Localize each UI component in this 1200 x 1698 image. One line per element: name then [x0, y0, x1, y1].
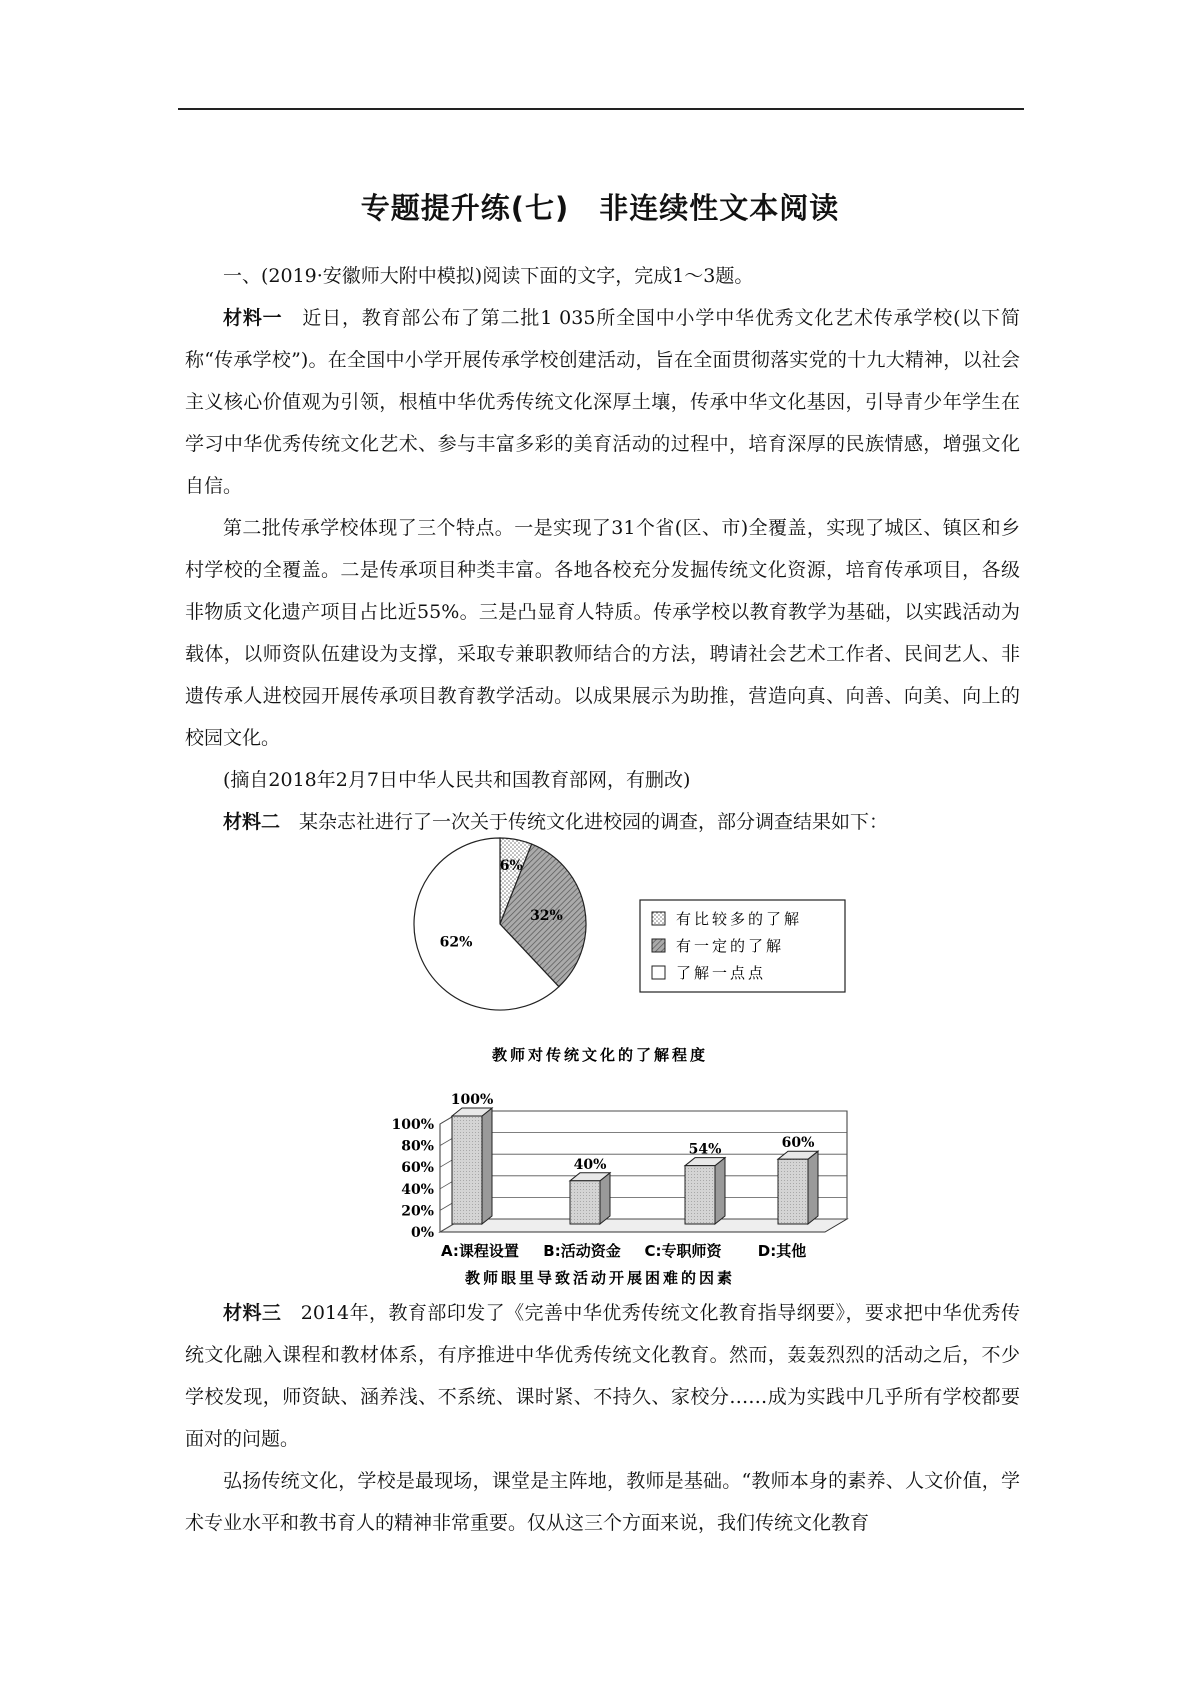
material-1-source: (摘自2018年2月7日中华人民共和国教育部网，有删改) [223, 769, 691, 791]
bar-ytick-4: 20% [401, 1203, 434, 1220]
bar-3 [685, 1166, 715, 1224]
bar-category-label-4: D:其他 [757, 1242, 807, 1260]
material-1-paragraph-2: 第二批传承学校体现了三个特点。一是实现了31个省(区、市)全覆盖，实现了城区、镇区和乡村学校的全覆盖。二是传承项目种类丰富。各地各校充分发掘传统文化资源，培育传承项目，各级非物质文化遗产项目占比近55%。三是凸显育人特质。传承学校以教育教学为基础，以实践活动为载体，以师资队伍建设为支撑，采取专兼职教师结合的方法，聘请社会艺术工作者、民间艺人、非遗传承人进校园开展传承项目教育教学活动。以成果展示为助推，营造向真、向善、向美、向上的校园文化。 [185, 517, 1020, 749]
bar-value-label-2: 40% [573, 1156, 607, 1173]
material-3-text-1: 2014年，教育部印发了《完善中华优秀传统文化教育指导纲要》，要求把中华优秀传统文化融入课程和教材体系，有序推进中华优秀传统文化教育。然而，轰轰烈烈的活动之后，不少学校发现，师资缺、涵养浅、不系统、课时紧、不持久、家校分……成为实践中几乎所有学校都要面对的问题。 [185, 1302, 1020, 1450]
bar-ytick-2: 60% [401, 1160, 434, 1177]
bar-value-label-3: 54% [688, 1141, 722, 1158]
pie-slice-label-2: 32% [530, 908, 563, 925]
material-1-label: 材料一 [223, 307, 283, 329]
bar-1 [452, 1116, 482, 1224]
legend-swatch-2 [652, 939, 665, 952]
bar-side-4 [808, 1151, 818, 1224]
material-1-text-1: 近日，教育部公布了第二批1 035所全国中小学中华优秀文化艺术传承学校(以下简称“传承学校”)。在全国中小学开展传承学校创建活动，旨在全面贯彻落实党的十九大精神，以社会主义核心价值观为引领，根植中华优秀传统文化深厚土壤，传承中华文化基因，引导青少年学生在学习中华优秀传统文化艺术、参与丰富多彩的美育活动的过程中，培育深厚的民族情感，增强文化自信。 [185, 307, 1020, 497]
bar-side-3 [715, 1158, 725, 1224]
bar-2 [570, 1181, 600, 1224]
bar-value-label-4: 60% [781, 1135, 815, 1152]
bar-value-label-1: 100% [450, 1092, 494, 1108]
reading-block-2 [185, 1292, 1020, 1544]
material-2-text: 某杂志社进行了一次关于传统文化进校园的调查，部分调查结果如下： [299, 811, 889, 833]
legend-label-1: 有比较多的了解 [676, 910, 803, 928]
material-3-paragraph-1 [185, 1292, 1020, 1460]
pie-legend [640, 900, 845, 992]
bar-ytick-0: 100% [391, 1117, 434, 1133]
material-2-label: 材料二 [223, 811, 281, 833]
bar-category-label-3: C:专职师资 [644, 1242, 722, 1260]
pie-chart-title: 教师对传统文化的了解程度 [491, 1046, 709, 1064]
bar-ytick-5: 0% [410, 1225, 434, 1241]
bar-side-2 [600, 1173, 610, 1224]
legend-label-2: 有一定的了解 [676, 937, 785, 955]
bar-category-label-2: B:活动资金 [543, 1242, 621, 1260]
bar-ytick-3: 40% [401, 1181, 434, 1198]
bar-chart [391, 1092, 847, 1260]
bar-category-label-1: A:课程设置 [441, 1242, 519, 1260]
pie-slice-label-3: 62% [439, 934, 473, 951]
intro-line: 一、(2019·安徽师大附中模拟)阅读下面的文字，完成1～3题。 [223, 265, 754, 287]
bar-chart-title: 教师眼里导致活动开展困难的因素 [464, 1269, 736, 1287]
bar-4 [778, 1159, 808, 1224]
legend-swatch-1 [652, 912, 665, 925]
bar-side-1 [482, 1108, 492, 1224]
material-3-paragraph-2: 弘扬传统文化，学校是最现场，课堂是主阵地，教师是基础。“教师本身的素养、人文价值，学术专业水平和教书育人的精神非常重要。仅从这三个方面来说，我们传统文化教育 [185, 1470, 1020, 1534]
legend-label-3: 了解一点点 [676, 964, 767, 982]
bar-ytick-1: 80% [401, 1138, 434, 1155]
material-3-label: 材料三 [223, 1302, 282, 1324]
pie-slice-label-1: 6% [499, 857, 523, 874]
pie-chart [414, 838, 586, 1010]
legend-swatch-3 [652, 966, 665, 979]
page-title: 专题提升练(七) 非连续性文本阅读 [360, 191, 840, 225]
